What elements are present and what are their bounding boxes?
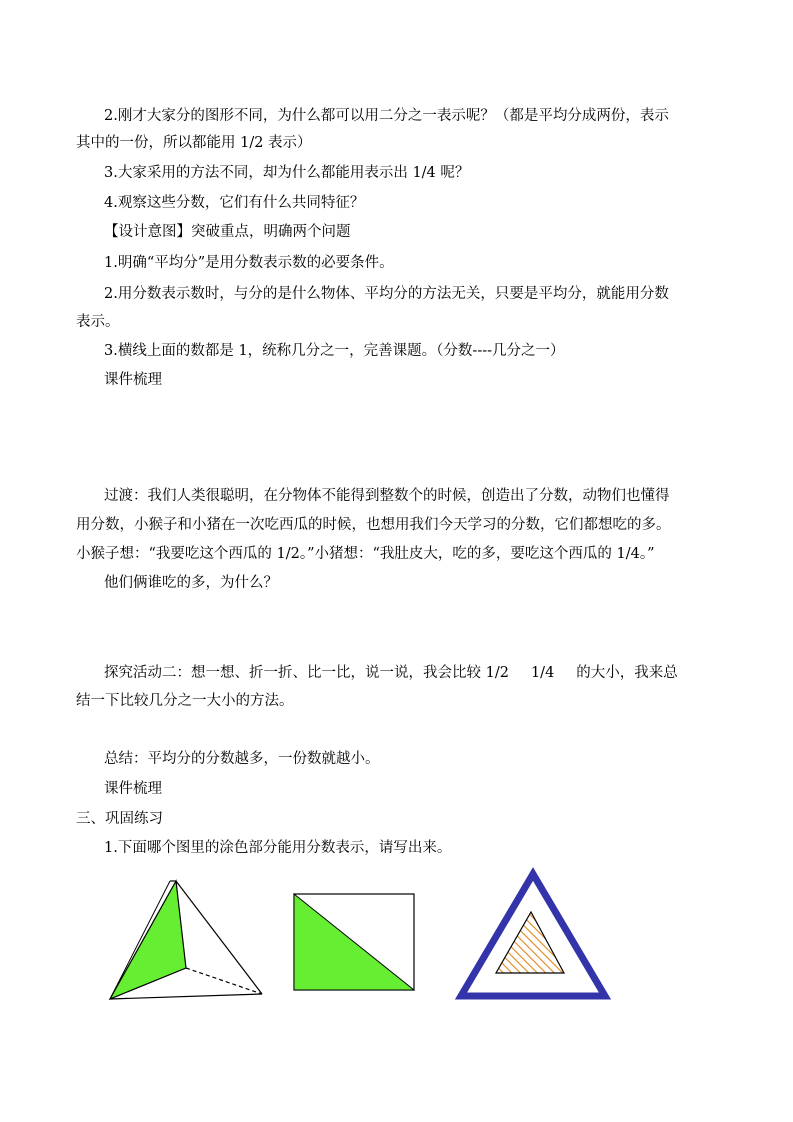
nested-triangle-figure <box>455 866 615 1006</box>
paragraph-point-2-cont: 表示。 <box>76 314 120 330</box>
section-heading-practice: 三、巩固练习 <box>76 811 163 827</box>
paragraph-point-3: 3.横线上面的数都是 1，统称几分之一，完善课题。（分数----几分之一） <box>104 343 565 359</box>
pyramid-edge-base <box>110 994 262 999</box>
activity-2-text-a: 探究活动二：想一想、折一折、比一比，说一说，我会比较 1/2 <box>104 665 509 681</box>
pyramid-figure <box>100 875 270 1007</box>
pyramid-hidden-edge <box>186 968 262 994</box>
paragraph-who-eats-more: 他们俩谁吃的多，为什么？ <box>104 575 278 591</box>
pyramid-shaded-face <box>110 881 186 999</box>
paragraph-point-1: 1.明确“平均分”是用分数表示数的必要条件。 <box>104 255 394 271</box>
paragraph-question-2-cont: 其中的一份，所以都能用 1/2 表示） <box>76 135 312 151</box>
pyramid-edge-right <box>176 881 262 994</box>
activity-2-text-b: 的大小，我来总 <box>576 665 678 681</box>
paragraph-courseware-2: 课件梳理 <box>104 781 162 797</box>
paragraph-summary: 总结：平均分的分数越多，一份数就越小。 <box>104 751 380 767</box>
paragraph-courseware-1: 课件梳理 <box>104 372 162 388</box>
paragraph-design-intent: 【设计意图】突破重点，明确两个问题 <box>104 224 351 240</box>
activity-2-fraction: 1/4 <box>530 665 555 681</box>
paragraph-transition-cont-1: 用分数，小猴子和小猪在一次吃西瓜的时候，也想用我们今天学习的分数，它们都想吃的多。 <box>76 517 671 533</box>
rectangle-figure <box>290 890 418 994</box>
paragraph-point-2: 2.用分数表示数时，与分的是什么物体、平均分的方法无关，只要是平均分，就能用分数 <box>104 286 669 302</box>
paragraph-question-2: 2.刚才大家分的图形不同，为什么都可以用二分之一表示呢？（都是平均分成两份，表示 <box>104 108 669 124</box>
paragraph-transition-cont-2: 小猴子想：“我要吃这个西瓜的 1/2。”小猪想：“我肚皮大，吃的多，要吃这个西瓜的 1/4。” <box>76 546 655 562</box>
paragraph-activity-2-cont: 结一下比较几分之一大小的方法。 <box>76 693 294 709</box>
paragraph-question-4: 4.观察这些分数，它们有什么共同特征？ <box>104 195 365 211</box>
paragraph-question-3: 3.大家采用的方法不同，却为什么都能用表示出 1/4 呢？ <box>104 165 470 181</box>
paragraph-exercise-1: 1.下面哪个图里的涂色部分能用分数表示，请写出来。 <box>104 840 452 856</box>
paragraph-activity-2 <box>104 663 678 683</box>
paragraph-transition: 过渡：我们人类很聪明，在分物体不能得到整数个的时候，创造出了分数，动物们也懂得 <box>104 488 670 504</box>
